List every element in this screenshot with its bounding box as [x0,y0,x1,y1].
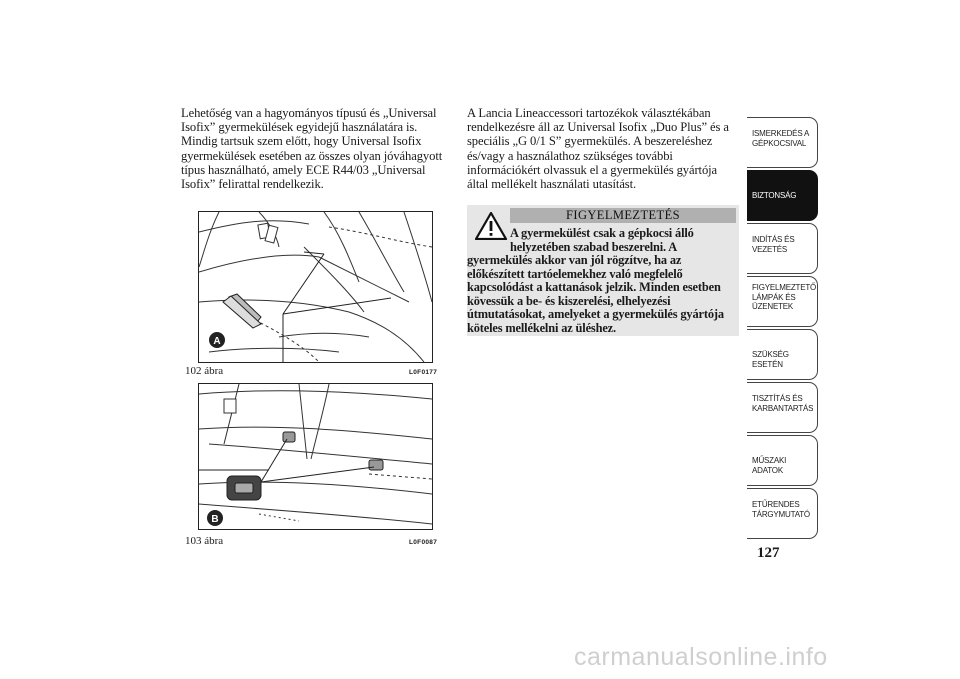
tab-label: TISZTÍTÁS ÉS [752,394,803,403]
tab-muszaki[interactable] [747,435,818,486]
tab-tisztitas[interactable] [747,382,818,433]
text-line: által mellékelt használati utasítást. [467,177,637,192]
text-line: előkészített tartóelemekhez való megfelelő [467,266,683,281]
page-number: 127 [757,545,780,561]
tab-szukseg[interactable] [747,329,818,380]
figure-isofix-anchors [198,383,433,530]
text-line: információkért olvassuk el a gyermekülés gyártója [467,162,718,177]
anchor-illustration [199,384,432,529]
text-line: Lehetőség van a hagyományos típusú és „Universal [181,106,437,120]
watermark: carmanualsonline.info [574,643,828,671]
seat-illustration [199,212,432,362]
tab-ismerkedes[interactable] [747,117,818,168]
figure-marker-b: B [211,514,219,525]
tab-label: LÁMPÁK ÉS [752,292,796,302]
warning-heading: FIGYELMEZTETÉS [510,208,736,223]
text-line: A gyermekülést csak a gépkocsi álló [510,226,694,240]
text-line: köteles mellékelni az üléshez. [467,320,616,335]
figure-marker-a: A [213,336,221,347]
text-line: A Lancia Lineaccessori tartozékok választékában [467,106,711,120]
tab-label: KARBANTARTÁS [752,403,814,413]
text-line: gyermekülések esetében az összes olyan jóváhagyott [181,148,443,163]
tab-label: VEZETÉS [752,244,788,254]
figure-code: L0F0087 [409,539,438,546]
right-paragraph [467,106,739,191]
tab-label: ETŰRENDES [752,500,800,509]
text-line: Isofix” gyermekülések egyidejű használatára is. [181,120,418,135]
text-line: és/vagy a használathoz szükséges további [467,148,673,163]
tab-label: TÁRGYMUTATÓ [752,509,810,519]
warning-box [467,205,739,336]
text-line: rendelkezésre áll az Universal Isofix „Duo Plus” és a [467,120,729,135]
text-line: gyermekülés akkor van jól rögzítve, ha az [467,253,682,267]
tab-label: MŰSZAKI ADATOK [752,456,787,475]
warning-text [467,227,735,335]
text-line: típus használható, amely ECE R44/03 „Universal [181,162,426,177]
tab-label: ISMERKEDÉS A [752,129,810,138]
tab-label: ÜZENETEK [752,302,794,311]
figure-caption: 102 ábra [185,365,224,377]
tab-label: FIGYELMEZTETŐ [752,283,817,292]
tab-label: INDÍTÁS ÉS [752,235,795,244]
text-line: helyzetében szabad beszerelni. A [510,239,678,254]
tab-betrendes[interactable] [747,488,818,539]
figure-code: L0F0177 [409,369,438,376]
figure-caption: 103 ábra [185,535,224,547]
text-line: útmutatásokat, amelyeket a gyermekülés gyártója [467,307,724,321]
text-line: Mindig tartsuk szem előtt, hogy Universal Isofix [181,134,422,149]
tab-label: BIZTONSÁG [752,191,797,200]
tab-label: GÉPKOCSIVAL [752,138,807,148]
text-line: Isofix” felirattal rendelkezik. [181,177,324,192]
figure-isofix-seat [198,211,433,363]
tab-biztonsag[interactable] [747,170,818,221]
tab-label: SZÜKSÉG ESETÉN [752,350,789,369]
text-line: kövessük a be- és kiszerelési, elhelyezési [467,293,671,308]
left-paragraph [181,106,445,191]
tab-figyelmezteto[interactable] [747,276,818,327]
tab-inditas[interactable] [747,223,818,274]
text-line: kapcsolódást a kattanások jelzik. Minden esetben [467,280,721,294]
text-line: speciális „G 0/1 S” gyermekülés. A beszereléshez [467,134,713,149]
